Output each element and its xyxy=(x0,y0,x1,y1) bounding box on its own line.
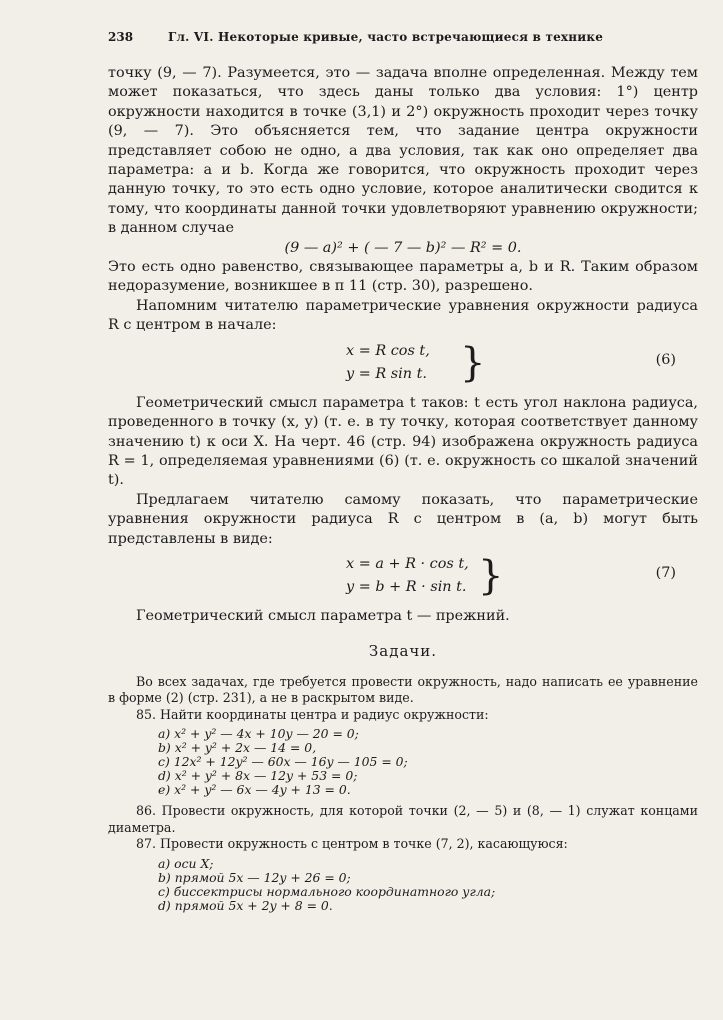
equation-number: (7) xyxy=(655,564,676,581)
list-item: b) x² + y² + 2x — 14 = 0, xyxy=(158,740,317,756)
paragraph: точку (9, — 7). Разумеется, это — задача вполне определенная. Между тем может показаться, что здесь даны только два условия: 1°) центр окружности находится в точке (3,1) и 2°) окружность проходит через точку (9, — 7). Это объясняется тем, что задание центра окружности представляет собою не одно, а два условия, так как оно определяет два параметра: a и b. Когда же говорится, что окружность проходит через данную точку, то это есть одно условие, которое аналитически сводится к тому, что координаты данной точки удовлетворяют уравнению окружности; в данном случае xyxy=(108,65,698,237)
section-title: Задачи. xyxy=(368,642,438,661)
running-title: Гл. VI. Некоторые кривые, часто встречающиеся в технике xyxy=(168,30,604,44)
list-item: a) x² + y² — 4x + 10y — 20 = 0; xyxy=(158,726,359,742)
paragraph: Геометрический смысл параметра t — прежний. xyxy=(136,607,510,624)
list-item: b) прямой 5x — 12y + 26 = 0; xyxy=(158,869,351,885)
paragraph: Предлагаем читателю самому показать, что параметрические уравнения окружности радиуса R с центром в (a, b) могут быть представлены в виде: xyxy=(108,491,698,547)
list-item: a) оси X; xyxy=(158,855,214,871)
equation-number: (6) xyxy=(655,351,676,368)
main-text xyxy=(108,64,698,919)
system-lines xyxy=(346,340,430,386)
equation: (9 — a)² + ( — 7 — b)² — R² = 0. xyxy=(284,239,522,256)
problem-85-list xyxy=(158,727,698,797)
tasks-intro: Во всех задачах, где требуется провести окружность, надо написать ее уравнение в форме (2) (стр. 231), а не в раскрытом виде. xyxy=(108,673,698,706)
equation-system-6 xyxy=(108,340,698,386)
brace-icon: } xyxy=(478,552,504,599)
list-item: e) x² + y² — 6x — 4y + 13 = 0. xyxy=(158,782,351,798)
list-item: c) биссектрисы нормального координатного угла; xyxy=(158,883,496,899)
problem-87: 87. Провести окружность с центром в точке (7, 2), касающуюся: xyxy=(136,836,568,852)
paragraph: Геометрический смысл параметра t таков: t есть угол наклона радиуса, проведенного в точку (x, y) (т. е. в ту точку, которая соответствует данному значению t) к оси X. На черт. 46 (стр. 94) изображена окружность радиуса R = 1, определяемая уравнениями (6) (т. е. окружность со шкалой значений t). xyxy=(108,394,698,489)
problem-85: 85. Найти координаты центра и радиус окружности: xyxy=(136,706,489,722)
equation-line: x = R cos t, xyxy=(346,342,430,359)
brace-icon: } xyxy=(460,339,486,386)
equation-system-7 xyxy=(108,553,698,599)
equation-line: y = R sin t. xyxy=(346,365,427,382)
list-item: d) x² + y² + 8x — 12y + 53 = 0; xyxy=(158,768,358,784)
system-lines xyxy=(346,553,469,599)
list-item: c) 12x² + 12y² — 60x — 16y — 105 = 0; xyxy=(158,754,408,770)
paragraph: Это есть одно равенство, связывающее параметры a, b и R. Таким образом недоразумение, возникшее в п 11 (стр. 30), разрешено. xyxy=(108,259,698,295)
problem-86: 86. Провести окружность, для которой точки (2, — 5) и (8, — 1) служат концами диаметра. xyxy=(108,803,698,835)
problem-87-list xyxy=(158,857,698,913)
paragraph: Напомним читателю параметрические уравнения окружности радиуса R с центром в начале: xyxy=(108,297,698,334)
list-item: d) прямой 5x + 2y + 8 = 0. xyxy=(158,897,333,913)
equation-line: x = a + R · cos t, xyxy=(346,555,469,572)
page-number: 238 xyxy=(108,30,134,44)
equation-line: y = b + R · sin t. xyxy=(346,578,467,595)
